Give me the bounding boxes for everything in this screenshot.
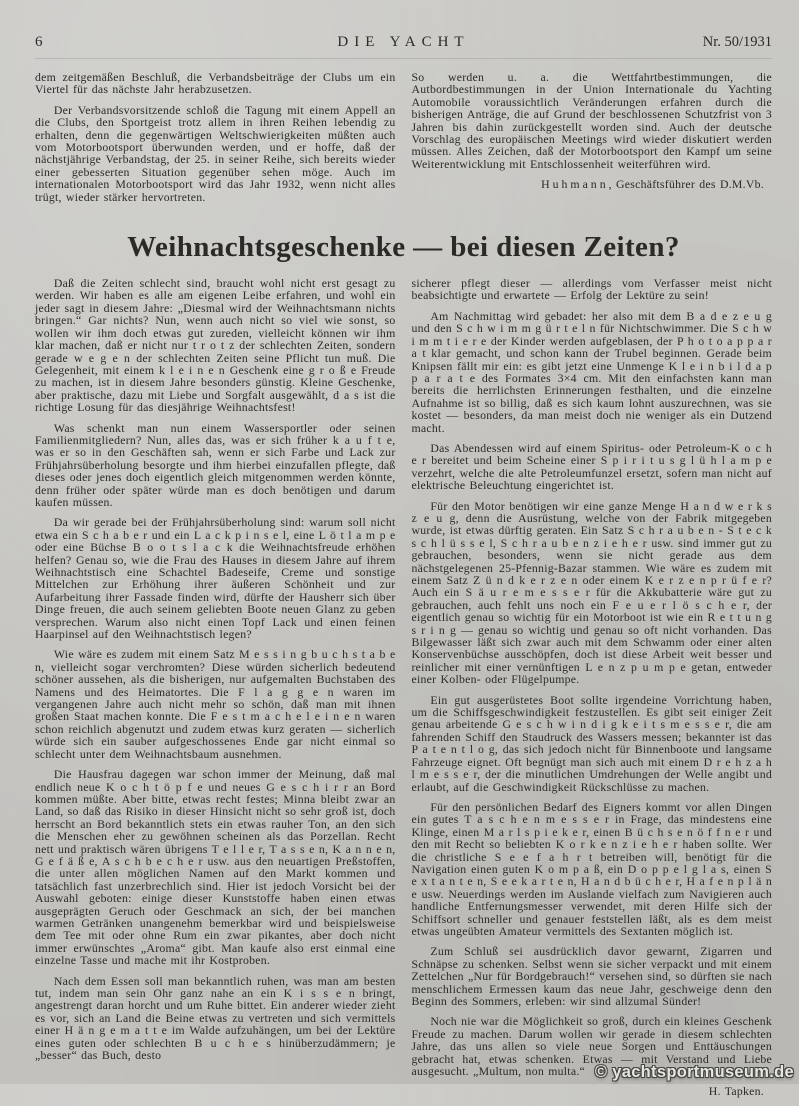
paragraph: Zum Schluß sei ausdrücklich davor gewarnt, Zigarren und Schnäpse zu schenken. Selbst wenn sie sicher verpackt und mit einem Zettelchen „Nur für Bordgebrauch!“ versehen sind, so dürften sie nach menschlichem Ermessen kaum das neue Jahr, geschweige denn den Beginn des Sommers, erleben: wir sind allzumal Sünder! [411,944,772,1008]
paragraph: Da wir gerade bei der Frühjahrsüberholung sind: warum soll nicht etwa ein S c h a b e r und ein L a c k p i n s e l, eine L ö t l a m p e oder eine Büchse B o o t s l a c k die Weihnachtsfreude erhöhen helfen? Genau so, wie die Frau des Hauses in diesem Jahre auf ihrem Weihnachtstisch eine Schachtel Badeseife, Creme und sonstige Mittelchen zur Erhöhung ihrer äußeren Schönheit und zur Aufarbeitung ihrer Fassade finden wird, dürfte der Hausherr sich über Dinge freuen, die auch seinem geliebten Boote neuen Glanz zu geben versprechen. Warum also nicht einen Topf Lack und einen feinen Haarpinsel auf den Weihnachtstisch legen? [35,515,396,642]
top-article-left-column [35,71,396,211]
article-headline: Weihnachtsgeschenke — bei diesen Zeiten? [127,231,680,264]
signature-name: Huhmann [541,177,609,192]
paragraph: sicherer pflegt dieser — allerdings vom Verfasser meist nicht beabsichtigte und erwartete — Erfolg der Lektüre zu sein! [411,276,772,303]
paragraph: Am Nachmittag wird gebadet: her also mit dem B a d e z e u g und den S c h w i m m g ü r t e l n für Nichtschwimmer. Die S c h w i m m t i e r e der Kinder werden aufgeblasen, der P h o t o a p p a r a t klar gemacht, und schon kann der Trubel beginnen. Gerade beim Knipsen fällt mir ein: es gibt jetzt eine Unmenge K l e i n b i l d a p p a r a t e des Formates 3×4 cm. Mit den einfachsten kann man bereits die herrlichsten Erinnerungen festhalten, und die einzelne Aufnahme ist so billig, daß es sich kaum lohnt auszurechnen, was sie kostet — besonders, da man meist doch nie weniger als ein Dutzend macht. [411,308,772,435]
top-article [35,71,772,211]
paragraph: Wie wäre es zudem mit einem Satz M e s s i n g b u c h s t a b e n, vielleicht sogar verchromten? Diese würden sicherlich bedeutend schöner aussehen, als die bisherigen, nur aufgemalten Buchstaben des Namens und des Heimatortes. Die F l a g g e n waren im vergangenen Jahre auch nicht mehr so schön, daß man mit ihnen großen Staat machen konnte. Die F e s t m a c h e l e i n e n waren schon reichlich abgenutzt und zudem etwas kurz geraten — sicherlich würde sich ein sauber aufgeschossenes Ende gar nicht einmal so schlecht unter dem Weihnachtsbaum ausnehmen. [35,647,396,761]
signature-role: , Geschäftsführer des D.M.Vb. [608,177,764,192]
top-article-right-column [412,71,773,211]
paragraph: Der Verbandsvorsitzende schloß die Tagung mit einem Appell an die Clubs, den Sportgeist trotz allem in ihren Reihen lebendig zu erhalten, denn die gegenwärtigen Weltschwierigkeiten müßten auch vom Motorbootsport überwunden werden, und er hoffe, daß der nächstjährige Verbandstag, der 25. in seiner Reihe, sich bereits wieder einer gebesserten Situation gegenüber sehen möge. Auch im internationalen Motorbootsport wird das Jahr 1932, wenn nicht alles trügt, wieder stärker hervortreten. [35,102,396,204]
paragraph: dem zeitgemäßen Beschluß, die Verbandsbeiträge der Clubs um ein Viertel für das nächste Jahr herabzusetzen. [35,70,396,97]
paragraph: So werden u. a. die Wettfahrtbestimmungen, die Autbordbestimmungen in der Union Internationale du Yachting Automobile voraussichtlich Veränderungen erfahren durch die bisherigen Anträge, die auf Grund der beschlossenen Schutzfrist von 3 Jahren bis dahin zurückgestellt worden sind. Auch der deutsche Vorschlag des europäischen Meetings wird wieder diskutiert werden müssen. Alles Zeichen, daß der Motorbootsport den Kampf um seine Weiterentwicklung mit Entschlossenheit weiterführen wird. [411,70,772,171]
paragraph: Ein gut ausgerüstetes Boot sollte irgendeine Vorrichtung haben, um die Schiffsgeschwindigkeit festzustellen. Es gibt seit einiger Zeit genau arbeitende G e s c h w i n d i g k e i t s m e s s e r, die am fahrenden Schiff den Staudruck des Wassers messen; bekannter ist das P a t e n t l o g, das sich jedoch nicht für Binnenboote und langsame Fahrzeuge eignet. Oft begnügt man sich auch mit einem D r e h z a h l m e s s e r, der die minutlichen Umdrehungen der Welle angibt und erlaubt, auf die Geschwindigkeit Rückschlüsse zu machen. [411,692,772,794]
masthead [35,34,772,59]
paragraph: Für den persönlichen Bedarf des Eigners kommt vor allen Dingen ein gutes T a s c h e n m e s s e r in Frage, das mindestens eine Klinge, einen M a r l s p i e k e r, einen B ü c h s e n ö f f n e r und den mit Recht so beliebten K o r k e n z i e h e r haben sollte. Wer die christliche S e e f a h r t betreiben will, benötigt für die Navigation einen guten K o m p a ß, ein D o p p e l g l a s, einen S e x t a n t e n, S e e k a r t e n, H a n d b ü c h e r, H a f e n p l ä n e usw. Neuerdings werden im Auslande vielfach zum Navigieren auch handliche Entfernungsmesser verwendet, mit deren Hilfe sich der Schiffsort schneller und genauer feststellen läßt, als es dem meist etwas ungeübten Amateur vermittels des Sextanten möglich ist. [411,799,772,938]
article-signature: H. Tapken. [708,1084,764,1099]
paragraph: Daß die Zeiten schlecht sind, braucht wohl nicht erst gesagt zu werden. Wir haben es alle am eigenen Leibe erfahren, und wohl ein jeder sagt in diesem Jahre: „Diesmal wird der Weihnachtsmann nichts bringen.“ Gar nichts? Nun, wenn auch nicht so viel wie sonst, so wollen wir ihm doch etwas gut zureden, vielleicht können wir ihm klar machen, daß er nicht nur t r o t z der schlechten Zeiten, sondern gerade w e g e n der schlechten Zeiten seine Pflicht tun muß. Die Gelegenheit, mit einem k l e i n e n Geschenk eine g r o ß e Freude zu machen, ist in diesem Jahre besonders günstig. Kleine Geschenke, aber praktische, dazu mit Liebe und Sorgfalt ausgewählt, d a s ist die richtige Losung für das diesjährige Weihnachtsfest! [35,276,396,415]
watermark: © yachtsportmuseum.de [594,1063,794,1081]
paragraph: Noch nie war die Möglichkeit so groß, durch ein kleines Geschenk Freude zu machen. Darum wollen wir gerade in diesem schlechten Jahre, das uns allen so viele neue Sorgen und Enttäuschungen gebracht hat, etwas schenken. Etwas — mit Verstand und Liebe ausgesucht. „Multum, non multa.“ [411,1014,772,1079]
article-right-column [412,277,773,1106]
paragraph: Für den Motor benötigen wir eine ganze Menge H a n d w e r k s z e u g, denn die Ausrüstung, welche von der Fabrik mitgegeben wurde, ist etwas dürftig geraten. Ein Satz S c h r a u b e n - S t e c k s c h l ü s s e l, S c h r a u b e n z i e h e r usw. sind immer gut zu gebrauchen, besonders, wenn sie nicht gerade aus dem nächstgelegenen 25-Pfennig-Bazar stammen. Wie wäre es zudem mit einem Satz Z ü n d k e r z e n oder einem K e r z e n p r ü f e r? Auch ein S ä u r e m e s s e r für die Akkubatterie wäre gut zu gebrauchen, auch fehlt uns noch ein F e u e r l ö s c h e r, der eigentlich genau so wichtig für ein Motorboot ist wie ein R e t t u n g s r i n g — genau so wichtig und genau so oft nicht vorhanden. Das Bilgewasser läßt sich zwar auch mit dem Schwamm oder einer alten Konservenbüchse ausschöpfen, doch ist diese Arbeit weit besser und reinlicher mit einer vernünftigen L e n z p u m p e getan, entweder einer Kolben- oder Flügelpumpe. [411,498,772,687]
paragraph: Was schenkt man nun einem Wassersportler oder seinen Familienmitgliedern? Nun, alles das, was er sich früher k a u f t e, was er so in den Geschäften sah, wenn er sich Farbe und Lack zur Frühjahrsüberholung besorgte und ihm hierbei einzufallen pflegte, daß dieses oder jenes doch eigentlich gleich mitgenommen werden könnte, denn früher oder später würde man es doch benötigen und darum kaufen müssen. [35,420,396,509]
paragraph: Die Hausfrau dagegen war schon immer der Meinung, daß mal endlich neue K o c h t ö p f e und neues G e s c h i r r an Bord kommen müßte. Aber bitte, etwas recht festes; Minna bleibt zwar an Land, so daß das Risiko in dieser Hinsicht nicht so sehr groß ist, doch herrscht an Bord bekanntlich stets ein etwas rauher Ton, an den sich die Menschen eher zu gewöhnen scheinen als das Porzellan. Recht nett und praktisch wären übrigens T e l l e r, T a s s e n, K a n n e n, G e f ä ß e, A s c h b e c h e r usw. aus den neuartigen Preßstoffen, die unter allen möglichen Namen auf den Markt kommen und tatsächlich fast unzerbrechlich sind. Hier ist jedoch Vorsicht bei der Auswahl geboten: einige dieser Kunststoffe haben einen etwas ausgeprägten Geruch oder Geschmack an sich, der bei manchen warmen Getränken unangenehm bemerkbar wird und beispielsweise dem Tee mit oder ohne Rum ein zwar pikantes, aber doch nicht immer erwünschtes „Aroma“ gibt. Man kaufe also erst einmal eine einzelne Tasse und mache mit ihr Kostproben. [35,767,396,968]
journal-title: DIE YACHT [337,34,470,50]
page-number: 6 [35,34,43,50]
issue-number: Nr. 50/1931 [702,34,772,50]
top-article-signature [412,178,773,190]
main-article [35,277,772,1106]
article-left-column [35,277,396,1106]
paragraph: Nach dem Essen soll man bekanntlich ruhen, was man am besten tut, indem man sein Ohr ganz nahe an ein K i s s e n bringt, angestrengt daran horcht und um Ruhe bittet. Ein anderer wieder zieht es vor, sich an Land die Beine etwas zu vertreten und sich vermittels einer H ä n g e m a t t e im Walde aufzuhängen, um bei der Lektüre eines guten oder schlechten B u c h e s hinüberzudämmern; je „besser“ das Buch, desto [35,973,396,1063]
paragraph: Das Abendessen wird auf einem Spiritus- oder Petroleum-K o c h e r bereitet und beim Scheine einer S p i r i t u s g l ü h l a m p e verzehrt, welche die alte Petroleumfunzel ersetzt, sofern man nicht auf elektrische Beleuchtung eingerichtet ist. [411,440,772,493]
